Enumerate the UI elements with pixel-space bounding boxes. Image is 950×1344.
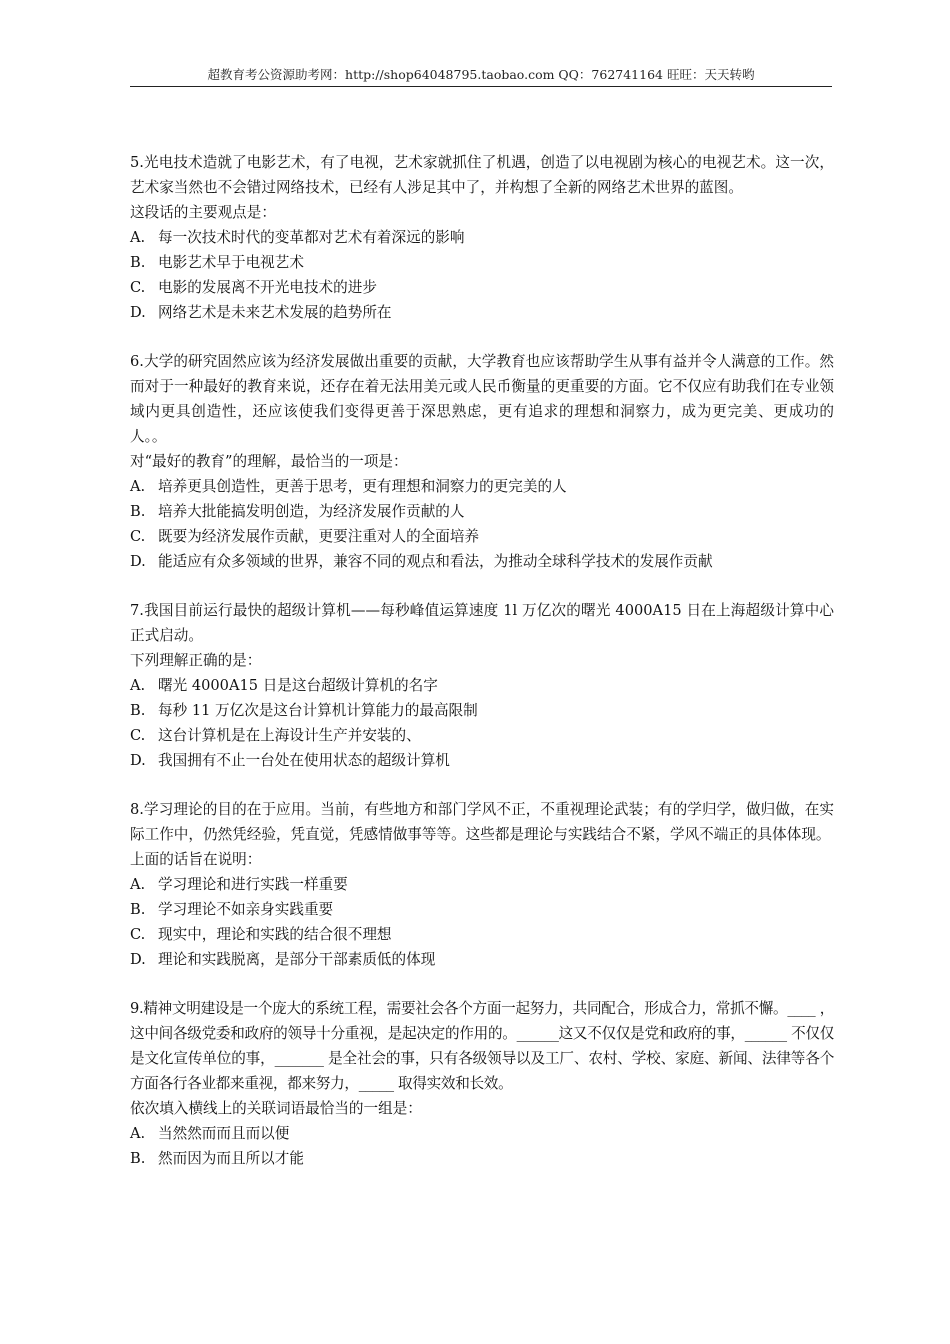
question-text: 7.我国目前运行最快的超级计算机——每秒峰值运算速度 1l 万亿次的曙光 4000A15 日在上海超级计算中心正式启动。 <box>130 602 834 644</box>
option-text: 每一次技术时代的变革都对艺术有着深远的影响 <box>158 229 465 246</box>
option-d <box>130 549 834 574</box>
option-c <box>130 723 834 748</box>
option-text: 学习理论不如亲身实践重要 <box>158 901 334 918</box>
option-letter: A. <box>130 1125 146 1142</box>
question-text: 9.精神文明建设是一个庞大的系统工程，需要社会各个方面一起努力，共同配合，形成合力，常抓不懈。____ ，这中间各级党委和政府的领导十分重视，是起决定的作用的。______这又不仅仅是党和政府的事，______ 不仅仅是文化宣传单位的事，_______ 是全社会的事，只有各级领导以及工厂、农村、学校、家庭、新闻、法律等各个方面各行各业都来重视，都来努力，_____ 取得实效和长效。 <box>130 1000 834 1092</box>
option-text: 电影的发展离不开光电技术的进步 <box>158 279 377 296</box>
question-7 <box>130 598 834 773</box>
option-letter: B. <box>130 901 146 918</box>
option-letter: B. <box>130 1150 146 1167</box>
option-d <box>130 748 834 773</box>
option-text: 曙光 4000A15 日是这台超级计算机的名字 <box>158 677 438 694</box>
document-body <box>130 150 834 1195</box>
option-text: 网络艺术是未来艺术发展的趋势所在 <box>158 304 392 321</box>
option-letter: A. <box>130 677 146 694</box>
option-a <box>130 1121 834 1146</box>
option-letter: D. <box>130 553 146 570</box>
question-text: 8.学习理论的目的在于应用。当前，有些地方和部门学风不正，不重视理论武装；有的学归学，做归做，在实际工作中，仍然凭经验，凭直觉，凭感情做事等等。这些都是理论与实践结合不紧，学风不端正的具体体现。 <box>130 801 834 843</box>
option-text: 理论和实践脱离，是部分干部素质低的体现 <box>158 951 436 968</box>
option-a <box>130 872 834 897</box>
option-text: 培养大批能搞发明创造，为经济发展作贡献的人 <box>158 503 465 520</box>
question-9 <box>130 996 834 1171</box>
question-prompt: 对“最好的教育”的理解，最恰当的一项是： <box>130 453 408 470</box>
option-text: 每秒 11 万亿次是这台计算机计算能力的最高限制 <box>158 702 478 719</box>
question-6 <box>130 349 834 574</box>
option-text: 然而因为而且所以才能 <box>158 1150 304 1167</box>
option-a <box>130 673 834 698</box>
question-5 <box>130 150 834 325</box>
option-text: 现实中，理论和实践的结合很不理想 <box>158 926 392 943</box>
option-d <box>130 947 834 972</box>
question-prompt: 依次填入横线上的关联词语最恰当的一组是： <box>130 1100 422 1117</box>
option-b <box>130 1146 834 1171</box>
option-letter: D. <box>130 304 146 321</box>
option-text: 这台计算机是在上海设计生产并安装的、 <box>158 727 421 744</box>
option-letter: C. <box>130 528 146 545</box>
option-c <box>130 524 834 549</box>
option-letter: C. <box>130 926 146 943</box>
option-a <box>130 225 834 250</box>
option-letter: A. <box>130 229 146 246</box>
option-text: 当然然而而且而以便 <box>158 1125 290 1142</box>
option-text: 我国拥有不止一台处在使用状态的超级计算机 <box>158 752 450 769</box>
option-b <box>130 698 834 723</box>
option-c <box>130 922 834 947</box>
option-letter: D. <box>130 752 146 769</box>
option-letter: C. <box>130 279 146 296</box>
option-letter: A. <box>130 876 146 893</box>
option-text: 培养更具创造性，更善于思考，更有理想和洞察力的更完美的人 <box>158 478 567 495</box>
option-text: 既要为经济发展作贡献，更要注重对人的全面培养 <box>158 528 480 545</box>
option-d <box>130 300 834 325</box>
option-text: 学习理论和进行实践一样重要 <box>158 876 348 893</box>
option-b <box>130 250 834 275</box>
option-letter: C. <box>130 727 146 744</box>
option-a <box>130 474 834 499</box>
option-letter: B. <box>130 702 146 719</box>
option-letter: B. <box>130 503 146 520</box>
question-prompt: 这段话的主要观点是： <box>130 204 276 221</box>
option-letter: A. <box>130 478 146 495</box>
option-c <box>130 275 834 300</box>
option-text: 能适应有众多领域的世界，兼容不同的观点和看法，为推动全球科学技术的发展作贡献 <box>158 553 713 570</box>
question-text: 5.光电技术造就了电影艺术，有了电视，艺术家就抓住了机遇，创造了以电视剧为核心的电视艺术。这一次，艺术家当然也不会错过网络技术，已经有人涉足其中了，并构想了全新的网络艺术世界的蓝图。 <box>130 154 834 196</box>
option-b <box>130 499 834 524</box>
question-prompt: 下列理解正确的是： <box>130 652 262 669</box>
option-b <box>130 897 834 922</box>
question-prompt: 上面的话旨在说明： <box>130 851 262 868</box>
option-text: 电影艺术早于电视艺术 <box>158 254 304 271</box>
page-header <box>130 66 832 87</box>
header-text: 超教育考公资源助考网：http://shop64048795.taobao.com QQ：762741164 旺旺：天天转哟 <box>207 67 755 82</box>
question-8 <box>130 797 834 972</box>
option-letter: B. <box>130 254 146 271</box>
question-text: 6.大学的研究固然应该为经济发展做出重要的贡献，大学教育也应该帮助学生从事有益并令人满意的工作。然而对于一种最好的教育来说，还存在着无法用美元或人民币衡量的更重要的方面。它不仅应有助我们在专业领域内更具创造性，还应该使我们变得更善于深思熟虑，更有追求的理想和洞察力，成为更完美、更成功的人。。 <box>130 353 834 445</box>
option-letter: D. <box>130 951 146 968</box>
